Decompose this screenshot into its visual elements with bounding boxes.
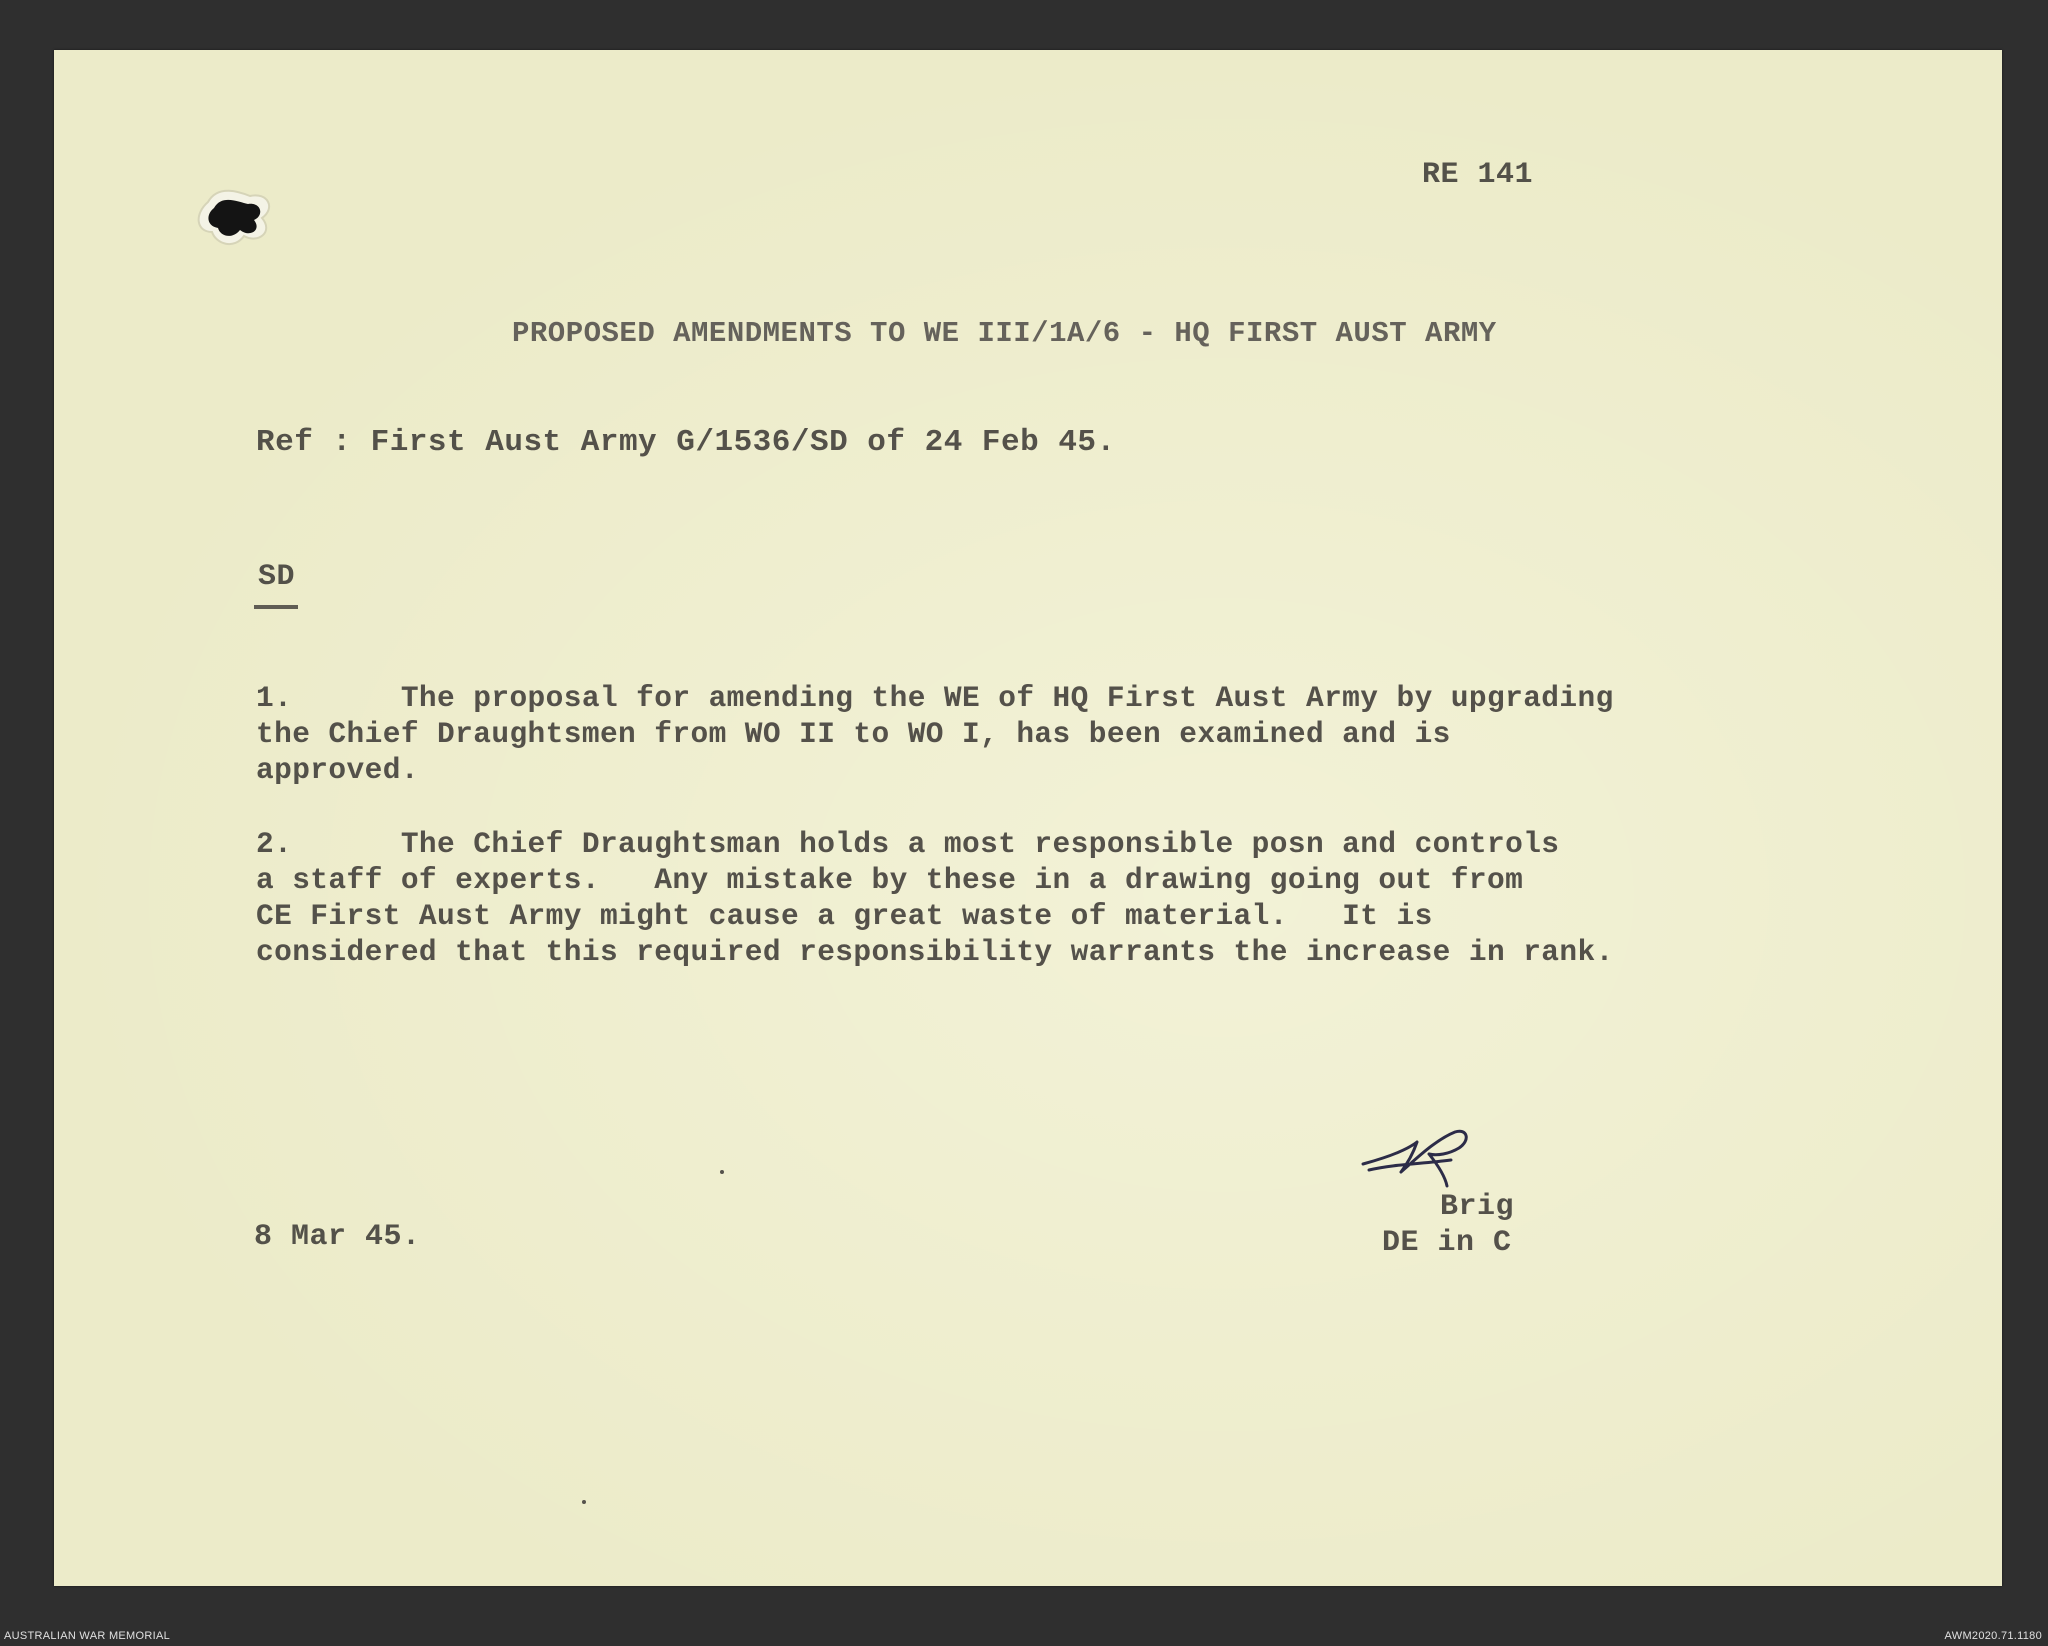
paper-speck [582, 1500, 586, 1504]
archive-institution: AUSTRALIAN WAR MEMORIAL [4, 1630, 171, 1642]
archive-catalogue-number: AWM2020.71.1180 [1944, 1630, 2042, 1642]
signature [1355, 1120, 1485, 1200]
paragraph-2: 2. The Chief Draughtsman holds a most responsible posn and controls a staff of experts. Any mistake by these in a drawing going out from CE First Aust Army might cause a great waste of material. It is considered that this required responsibility warrants the increase in rank. [256, 827, 1614, 969]
signatory-appointment: DE in C [1382, 1226, 1512, 1260]
punch-hole [178, 174, 288, 264]
addressee: SD [258, 560, 296, 594]
document-page [54, 50, 2002, 1586]
paper-speck [720, 1170, 724, 1174]
signatory-rank: Brig [1440, 1190, 1515, 1224]
addressee-underline [254, 605, 298, 609]
document-date: 8 Mar 45. [254, 1220, 421, 1254]
reference-line: Ref : First Aust Army G/1536/SD of 24 Feb 45. [256, 425, 1116, 460]
reference-code: RE 141 [1422, 158, 1534, 192]
paragraph-1: 1. The proposal for amending the WE of HQ First Aust Army by upgrading the Chief Draughtsmen from WO II to WO I, has been examined and is approved. [256, 681, 1614, 787]
document-title: PROPOSED AMENDMENTS TO WE III/1A/6 - HQ FIRST AUST ARMY [512, 317, 1497, 350]
